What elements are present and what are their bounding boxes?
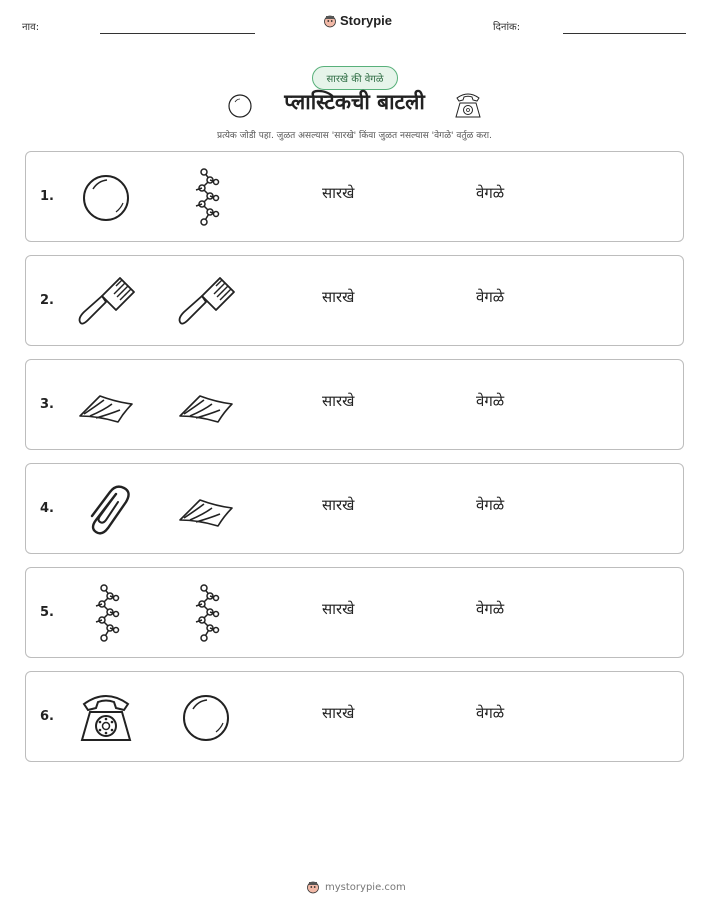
plastic-sheet-icon [176, 480, 236, 540]
molecule-chain-icon [176, 584, 236, 644]
molecule-chain-icon [176, 168, 236, 228]
plastic-sheet-icon [76, 376, 136, 436]
name-line[interactable] [100, 33, 255, 34]
bubble-icon [76, 168, 136, 228]
question-number: 2. [40, 293, 54, 308]
date-label: दिनांक: [493, 22, 521, 33]
question-row-4 [25, 463, 684, 554]
question-row-6 [25, 671, 684, 762]
different-option[interactable]: वेगळे [476, 496, 505, 514]
telephone-icon [452, 91, 484, 121]
brand-logo [323, 13, 392, 28]
different-option[interactable]: वेगळे [476, 392, 505, 410]
comb-icon [176, 272, 236, 332]
storypie-mascot-icon [306, 880, 320, 894]
date-line[interactable] [563, 33, 686, 34]
question-row-5 [25, 567, 684, 658]
same-option[interactable]: सारखे [322, 184, 355, 202]
question-row-3 [25, 359, 684, 450]
question-number: 4. [40, 501, 54, 516]
instructions: प्रत्येक जोडी पहा. जुळत असल्यास 'सारखे' किंवा जुळत नसल्यास 'वेगळे' वर्तुळ करा. [216, 131, 492, 141]
storypie-mascot-icon [323, 14, 337, 28]
same-option[interactable]: सारखे [322, 704, 355, 722]
different-option[interactable]: वेगळे [476, 704, 505, 722]
worksheet-type-badge: सारखे की वेगळे [312, 66, 398, 90]
different-option[interactable]: वेगळे [476, 288, 505, 306]
page-title: प्लास्टिकची बाटली [284, 90, 425, 114]
question-number: 1. [40, 189, 54, 204]
question-number: 6. [40, 709, 54, 724]
question-row-2 [25, 255, 684, 346]
different-option[interactable]: वेगळे [476, 184, 505, 202]
paperclip-icon [76, 480, 136, 540]
footer [306, 880, 406, 894]
bubble-icon [176, 688, 236, 748]
telephone-icon [76, 688, 136, 748]
comb-icon [76, 272, 136, 332]
molecule-chain-icon [76, 584, 136, 644]
question-row-1 [25, 151, 684, 242]
name-label: नाव: [22, 22, 40, 33]
same-option[interactable]: सारखे [322, 600, 355, 618]
different-option[interactable]: वेगळे [476, 600, 505, 618]
question-number: 3. [40, 397, 54, 412]
brand-name: Storypie [340, 13, 393, 28]
footer-url[interactable]: mystorypie.com [325, 881, 406, 893]
same-option[interactable]: सारखे [322, 392, 355, 410]
same-option[interactable]: सारखे [322, 496, 355, 514]
plastic-sheet-icon [176, 376, 236, 436]
question-number: 5. [40, 605, 54, 620]
same-option[interactable]: सारखे [322, 288, 355, 306]
